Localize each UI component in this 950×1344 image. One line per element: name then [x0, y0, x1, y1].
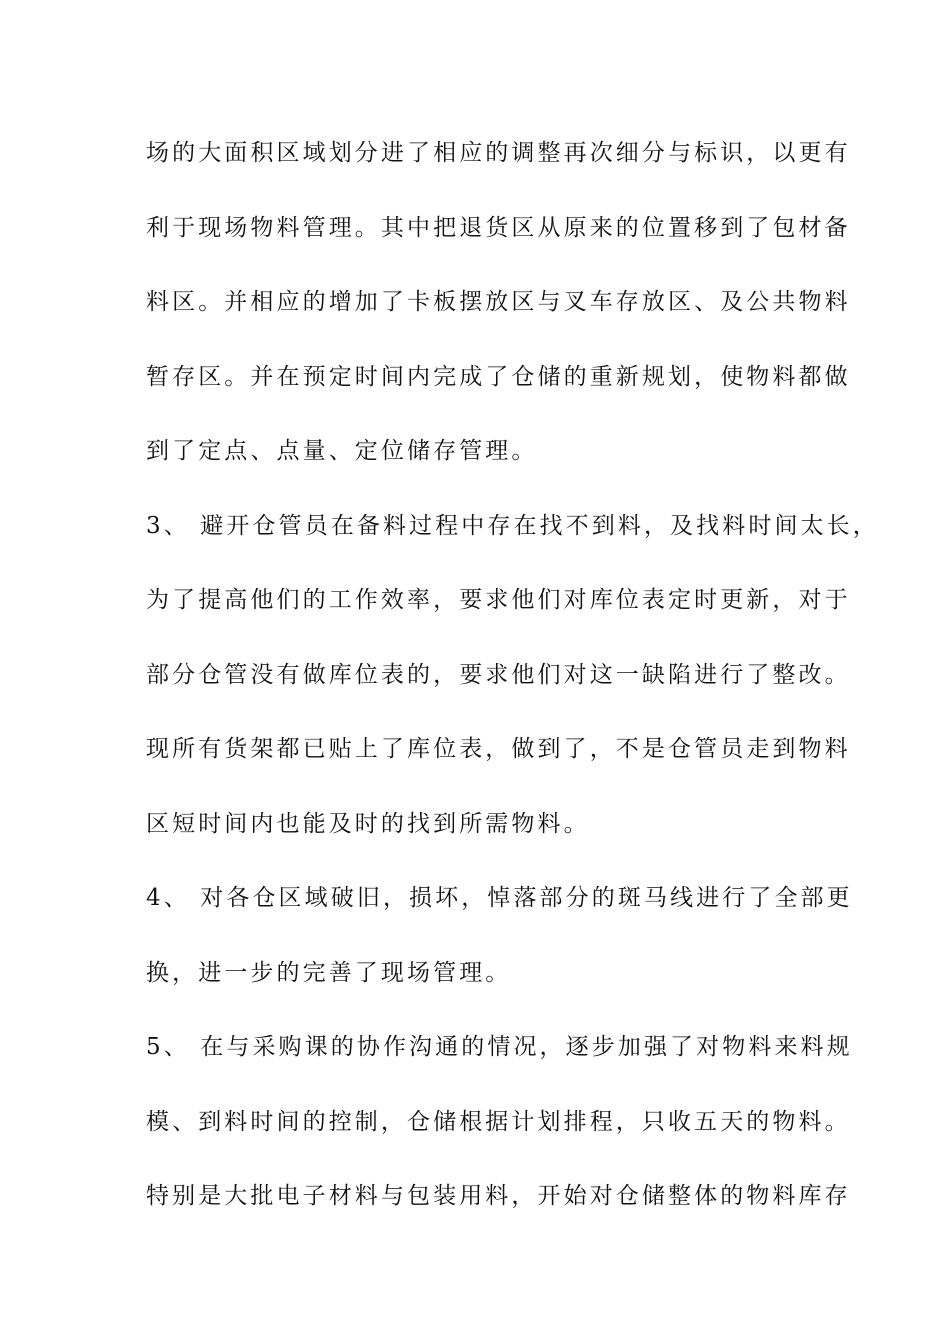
text-line: 暂存区。并在预定时间内完成了仓储的重新规划，使物料都做: [146, 363, 851, 390]
text-line: 料区。并相应的增加了卡板摆放区与叉车存放区、及公共物料: [146, 289, 851, 315]
text-line: 为了提高他们的工作效率，要求他们对库位表定时更新，对于: [146, 587, 851, 613]
text-line: 模、到料时间的控制，仓储根据计划排程，只收五天的物料。: [146, 1108, 851, 1135]
text-line: 换，进一步的完善了现场管理。: [146, 959, 512, 986]
body-text: [146, 130, 879, 1248]
list-item-5-line: 5、 在与采购课的协作沟通的情况，逐步加强了对物料来料规: [146, 1034, 853, 1060]
list-item-3-line: 3、 避开仓管员在备料过程中存在找不到料，及找料时间太长，: [146, 512, 879, 539]
text-line: 利于现场物料管理。其中把退货区从原来的位置移到了包材备: [146, 214, 851, 241]
text-line: 到了定点、点量、定位储存管理。: [146, 438, 538, 464]
text-line: 特别是大批电子材料与包装用料，开始对仓储整体的物料库存: [146, 1183, 851, 1209]
text-line: 场的大面积区域划分进了相应的调整再次细分与标识，以更有: [146, 140, 851, 166]
text-line: 现所有货架都已贴上了库位表，做到了，不是仓管员走到物料: [146, 736, 851, 762]
text-line: 区短时间内也能及时的找到所需物料。: [146, 810, 590, 837]
list-item-4-line: 4、 对各仓区域破旧，损坏，悼落部分的斑马线进行了全部更: [146, 885, 853, 911]
text-line: 部分仓管没有做库位表的，要求他们对这一缺陷进行了整改。: [146, 661, 851, 688]
